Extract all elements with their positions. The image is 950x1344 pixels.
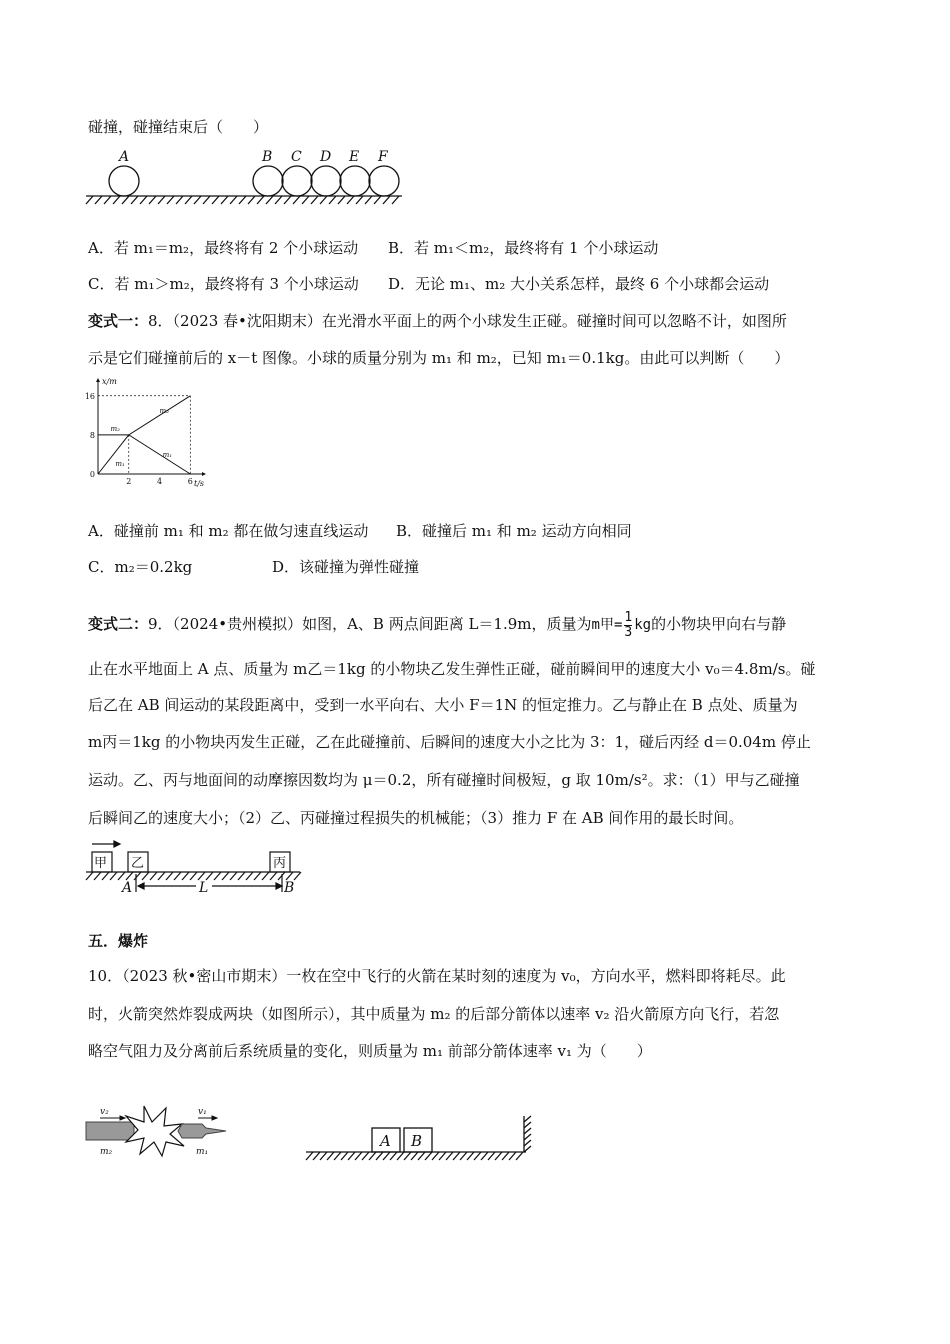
x-tick-label: 2 <box>126 477 132 486</box>
blocks-wall-figure <box>306 1112 536 1164</box>
q9-stem-line6: 后瞬间乙的速度大小；（2）乙、丙碰撞过程损失的机械能；（3）推力 F 在 AB 间作用的最长时间。 <box>88 809 744 827</box>
q9-stem-line4: m丙＝1kg 的小物块丙发生正碰，乙在此碰撞前、后瞬间的速度大小之比为 3：1，碰后丙经 d＝0.04m 停止 <box>88 733 811 751</box>
q10-stem-line3: 略空气阻力及分离前后系统质量的变化，则质量为 m₁ 前部分箭体速率 v₁ 为（ ） <box>88 1042 652 1060</box>
x-axis-arrow <box>202 472 206 476</box>
label-m2: m₂ <box>100 1147 113 1157</box>
section-5-title: 五．爆炸 <box>88 932 149 950</box>
q9-frac-den: 3 <box>624 624 633 640</box>
label-block-a: A <box>380 1132 391 1150</box>
y-tick-label: 8 <box>89 430 95 440</box>
q9-stem-line5: 运动。乙、丙与地面间的动摩擦因数均为 μ＝0.2，所有碰撞时间极短，g 取 10m/s²。求：（1）甲与乙碰撞 <box>88 771 800 789</box>
label-block-b: B <box>411 1132 423 1150</box>
q7-option-a: A．若 m₁＝m₂，最终将有 2 个小球运动 <box>88 239 359 257</box>
series-label-before-1: m₁ <box>115 460 125 469</box>
y-axis-arrow <box>96 378 100 382</box>
ball-c <box>282 166 312 196</box>
rocket-explosion-figure <box>86 1098 236 1160</box>
q9-stem-line1 <box>88 606 786 643</box>
q8-stem-line1 <box>88 311 787 331</box>
series-label-after-2: m₂ <box>159 406 169 415</box>
q7-option-b: B．若 m₁＜m₂，最终将有 1 个小球运动 <box>388 239 659 257</box>
q9-stem-line2: 止在水平地面上 A 点、质量为 m乙＝1kg 的小物块乙发生弹性正碰，碰前瞬间甲的速度大小 v₀＝4.8m/s。碰 <box>88 660 816 678</box>
q9-eq: = <box>613 617 623 633</box>
q8-option-d: D．该碰撞为弹性碰撞 <box>272 558 420 576</box>
q9-pre: 9．（2024•贵州模拟）如图，A、B 两点间距离 L＝1.9m，质量为 <box>148 615 592 633</box>
series-label-after-1: m₁ <box>162 450 173 459</box>
xt-chart <box>86 376 206 488</box>
q8-option-a: A．碰撞前 m₁ 和 m₂ 都在做匀速直线运动 <box>88 522 369 540</box>
x-tick-label: 6 <box>187 477 193 486</box>
q9-frac-num: 1 <box>624 609 633 625</box>
y-tick-label: 16 <box>84 391 95 401</box>
rocket-front-part <box>178 1124 226 1138</box>
q7-balls-figure <box>86 143 406 213</box>
ball-b <box>253 166 283 196</box>
ball-label-d: D <box>320 149 332 165</box>
q10-stem-line1: 10．（2023 秋•密山市期末）一枚在空中飞行的火箭在某时刻的速度为 v₀，方向水平，燃料即将耗尽。此 <box>88 967 786 985</box>
q9-blocks-figure <box>86 836 306 898</box>
label-point-b: B <box>284 880 295 896</box>
q8-tag: 变式一： <box>88 312 149 330</box>
ball-label-a: A <box>119 149 130 165</box>
q9-mass-label: m甲 <box>591 617 614 633</box>
q9-tag: 变式二： <box>88 615 149 633</box>
label-yi: 乙 <box>131 856 145 871</box>
q9-mass-fraction <box>624 611 632 640</box>
y-axis-label: x/m <box>102 377 117 386</box>
rocket-rear-part <box>86 1122 134 1140</box>
label-distance-l: L <box>199 880 209 896</box>
label-jia: 甲 <box>94 856 108 871</box>
q7-option-c: C．若 m₁＞m₂，最终将有 3 个小球运动 <box>88 275 359 293</box>
q8-stem-line2: 示是它们碰撞前后的 x－t 图像。小球的质量分别为 m₁ 和 m₂，已知 m₁＝0.1kg。由此可以判断（ ） <box>88 349 790 367</box>
series-label-before-2: m₂ <box>110 424 120 433</box>
q8-option-c: C．m₂＝0.2kg <box>88 558 193 576</box>
explosion-burst <box>126 1106 184 1156</box>
q8-line1-text: 8．（2023 春•沈阳期末）在光滑水平面上的两个小球发生正碰。碰撞时间可以忽略不计，如图所 <box>148 312 787 330</box>
q9-post: 的小物块甲向右与静 <box>651 615 787 633</box>
x-axis-label: t/s <box>194 479 205 488</box>
series-line-1 <box>98 435 190 474</box>
q9-unit: kg <box>634 617 652 633</box>
label-v2: v₂ <box>100 1107 109 1117</box>
q7-option-d: D．无论 m₁、m₂ 大小关系怎样，最终 6 个小球都会运动 <box>388 275 770 293</box>
label-point-a: A <box>122 880 133 896</box>
q10-stem-line2: 时，火箭突然炸裂成两块（如图所示），其中质量为 m₂ 的后部分箭体以速率 v₂ 沿火箭原方向飞行，若忽 <box>88 1005 780 1023</box>
label-m1: m₁ <box>196 1147 209 1157</box>
x-tick-label: 4 <box>156 477 163 486</box>
q7-stem-tail: 碰撞，碰撞结束后（ ） <box>88 118 269 136</box>
ball-a <box>109 166 139 196</box>
q9-stem-line3: 后乙在 AB 间运动的某段距离中，受到一水平向右、大小 F＝1N 的恒定推力。乙与静止在 B 点处、质量为 <box>88 696 798 714</box>
label-bing: 丙 <box>273 856 287 871</box>
ball-label-b: B <box>262 149 273 165</box>
ball-label-f: F <box>378 149 388 165</box>
label-v1: v₁ <box>198 1107 207 1117</box>
ball-label-c: C <box>291 149 302 165</box>
q8-option-b: B．碰撞后 m₁ 和 m₂ 运动方向相同 <box>396 522 632 540</box>
ball-d <box>311 166 341 196</box>
ball-f <box>369 166 399 196</box>
y-tick-label: 0 <box>89 470 95 479</box>
ball-label-e: E <box>349 149 360 165</box>
ball-e <box>340 166 370 196</box>
